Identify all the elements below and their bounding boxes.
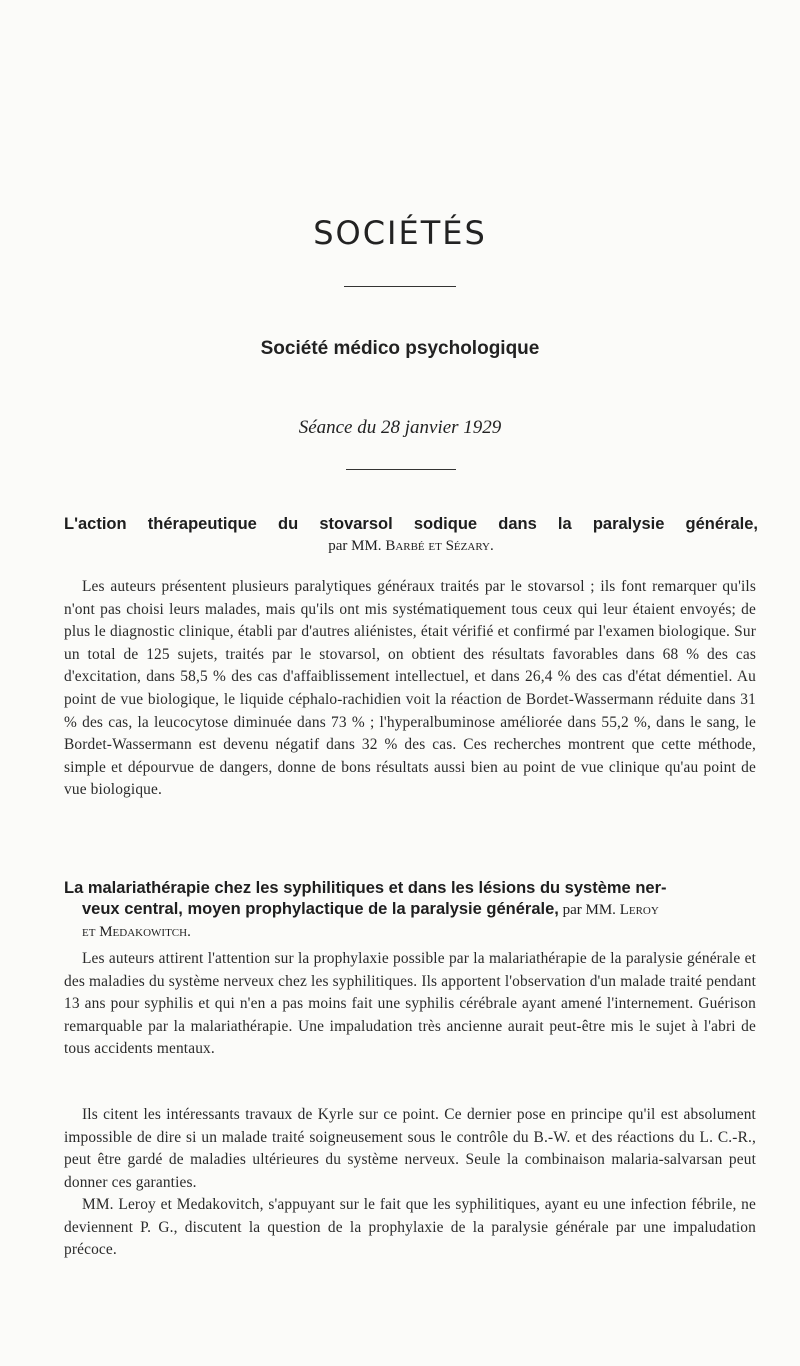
article-heading	[64, 878, 758, 943]
article-authors: Barbé et Sézary.	[385, 538, 494, 554]
article-byline: par MM.	[328, 538, 386, 554]
article-heading	[64, 514, 758, 557]
article-title: L'action thérapeutique du stovarsol sodique dans la paralysie générale,	[64, 515, 758, 533]
article-title: La malariathérapie chez les syphilitiques et dans les lésions du système ner-	[64, 879, 667, 897]
article-paragraph: Ils citent les intéressants travaux de Kyrle sur ce point. Ce dernier pose en principe qu'il est absolument impossible de dire si un malade traité soigneusement sous le contrôle du B.-W. et des réactions du L. C.-R., peut être gardé de maladies ultérieures du système nerveux. Seule la combinaison malaria-salvarsan peut donner ces garanties.	[64, 1106, 756, 1191]
society-name: Société médico psychologique	[260, 338, 540, 359]
article-authors-continued: et Medakowitch.	[82, 924, 191, 940]
article-paragraph: Les auteurs présentent plusieurs paralytiques généraux traités par le stovarsol ; ils font remarquer qu'ils n'ont pas choisi leurs malades, mais qu'ils ont mis systématiquement tous ceux qui leur étaient envoyés; de plus le diagnostic clinique, établi par d'autres aliénistes, était vérifié et confirmé par l'examen biologique. Sur un total de 125 sujets, traités par le stovarsol, on obtient des résultats favorables dans 68 % des cas d'excitation, dans 58,5 % des cas d'affaiblissement intellectuel, et dans 26,4 % des cas d'état démentiel. Au point de vue biologique, le liquide céphalo-rachidien voit la réaction de Bordet-Wassermann réduite dans 31 % des cas, la leucocytose diminuée dans 73 % ; l'hyperalbuminose améliorée dans 55,2 %, dans le sang, le Bordet-Wassermann est devenu négatif dans 32 % des cas. Ces recherches montrent que cette méthode, simple et dépourvue de dangers, donne de bons résultats aussi bien au point de vue clinique qu'au point de vue biologique.	[64, 578, 756, 799]
article-paragraph: MM. Leroy et Medakovitch, s'appuyant sur le fait que les syphilitiques, ayant eu une infection fébrile, ne deviennent P. G., discutent la question de la prophylaxie de la paralysie générale par une impaludation précoce.	[64, 1196, 756, 1259]
divider	[344, 286, 456, 287]
article-title-continued: veux central, moyen prophylactique de la paralysie générale,	[82, 900, 559, 918]
article-byline: par MM.	[558, 902, 620, 918]
article-authors: Leroy	[619, 902, 659, 918]
section-title: SOCIÉTÉS	[313, 214, 487, 252]
session-date: Séance du 28 janvier 1929	[298, 417, 502, 438]
divider	[346, 469, 456, 470]
article-paragraph: Les auteurs attirent l'attention sur la prophylaxie possible par la malariathérapie de la paralysie générale et des maladies du système nerveux chez les syphilitiques. Ils apportent l'observation d'un malade traité pendant 13 ans pour syphilis et qui n'en a pas moins fait une syphilis cérébrale ayant amené l'internement. Guérison remarquable par la malariathérapie. Une impaludation très ancienne aurait peut-être mis le sujet à l'abri de tous accidents mentaux.	[64, 950, 756, 1058]
